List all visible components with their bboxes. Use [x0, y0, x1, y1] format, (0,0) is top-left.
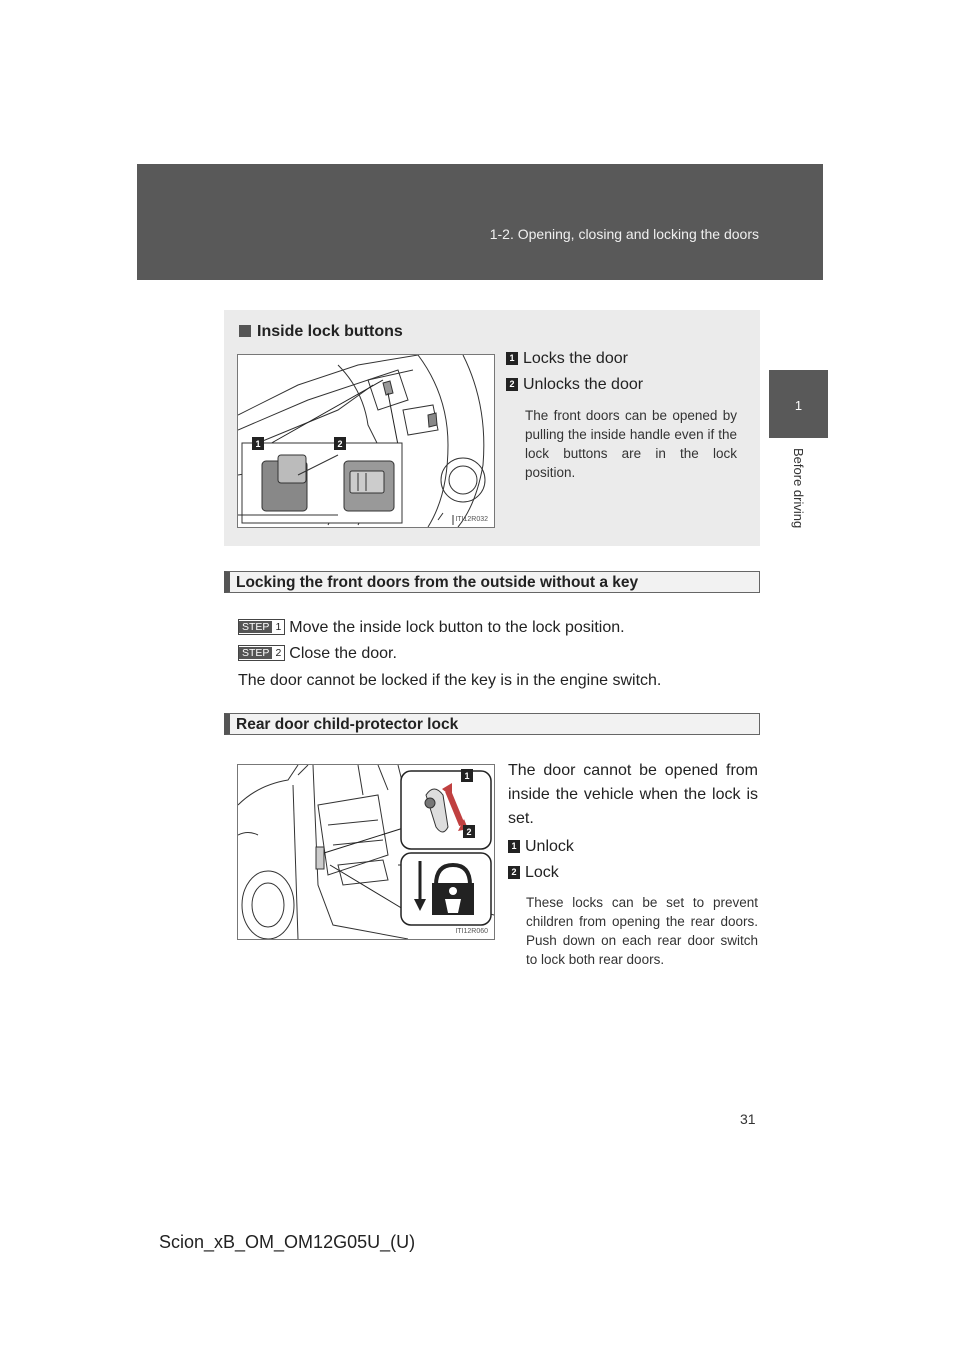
inside-lock-heading-text: Inside lock buttons [257, 323, 403, 340]
child-lock-item-1 [508, 838, 574, 856]
inside-lock-item-2 [506, 376, 643, 394]
step-word: STEP [239, 621, 272, 633]
step-label-icon [238, 645, 285, 661]
item-label: Unlocks the door [523, 376, 644, 393]
callout-1: 1 [464, 771, 470, 781]
child-lock-item-2 [508, 864, 559, 882]
square-bullet-icon [239, 325, 251, 337]
callout-2: 2 [337, 439, 343, 449]
section-heading-text: Locking the front doors from the outside without a key [236, 574, 639, 591]
chapter-number: 1 [794, 398, 803, 413]
document-code: Scion_xB_OM_OM12G05U_(U) [159, 1232, 416, 1252]
number-badge-icon: 1 [506, 352, 518, 365]
step-number: 2 [275, 647, 282, 659]
section-heading-child [224, 713, 760, 735]
section-heading-text: Rear door child-protector lock [236, 716, 459, 733]
step-text: Close the door. [289, 645, 397, 662]
step-text: Move the inside lock button to the lock position. [289, 619, 625, 636]
step-label-icon [238, 619, 285, 635]
inside-lock-item-1 [506, 350, 628, 368]
rear-door-drawing [238, 765, 494, 939]
callout-2: 2 [466, 827, 472, 837]
section-heading-outside [224, 571, 760, 593]
item-label: Lock [525, 864, 559, 881]
step-number: 1 [275, 621, 282, 633]
callout-1: 1 [255, 439, 261, 449]
image-code: ITI12R060 [455, 928, 488, 935]
header-title: 1-2. Opening, closing and locking the doors [489, 226, 759, 242]
page-number: 31 [740, 1111, 756, 1127]
inside-lock-note: The front doors can be opened by pulling the inside handle even if the lock buttons are in the lock position. [525, 408, 737, 480]
door-panel-drawing [238, 355, 494, 527]
number-badge-icon: 2 [506, 378, 518, 391]
child-lock-note: These locks can be set to prevent children from opening the rear doors. Push down on each rear door switch to lock both rear doors. [526, 895, 758, 967]
number-badge-icon: 1 [508, 840, 520, 853]
outside-note: The door cannot be locked if the key is in the engine switch. [238, 672, 662, 689]
inside-lock-heading [239, 323, 403, 341]
chapter-label-text: Before driving [791, 448, 806, 529]
chapter-tab [769, 370, 828, 438]
step-2 [238, 645, 397, 663]
step-word: STEP [239, 647, 272, 659]
chapter-label [790, 448, 806, 548]
inside-lock-box [224, 310, 760, 546]
header-band [137, 164, 823, 280]
child-lock-illustration [237, 764, 495, 940]
child-lock-description: The door cannot be opened from inside the vehicle when the lock is set. [508, 762, 758, 827]
number-badge-icon: 2 [508, 866, 520, 879]
item-label: Locks the door [523, 350, 628, 367]
item-label: Unlock [525, 838, 574, 855]
step-1 [238, 619, 625, 637]
image-code: ITI12R032 [455, 516, 488, 523]
inside-lock-illustration [237, 354, 495, 528]
